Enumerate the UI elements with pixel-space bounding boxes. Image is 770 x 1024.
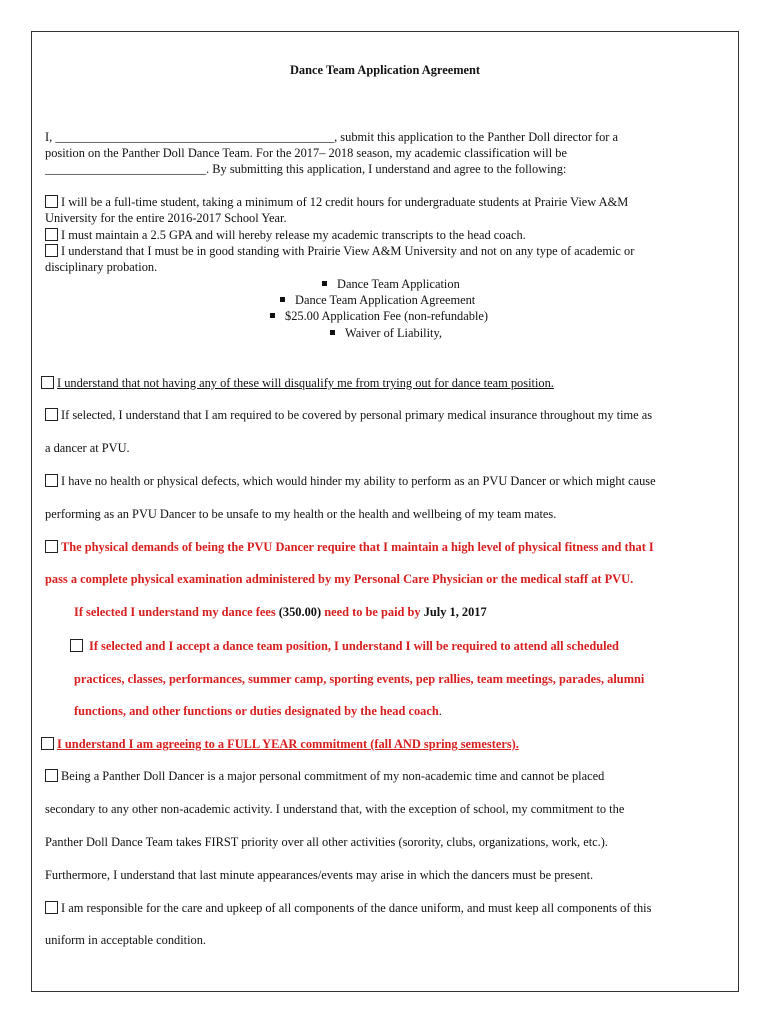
- gpa-text: I must maintain a 2.5 GPA and will hereby release my academic transcripts to the head coach.: [61, 228, 526, 242]
- gpa-checkbox[interactable]: [45, 228, 58, 241]
- uniform-text: I am responsible for the care and upkeep of all components of the dance uniform, and must keep all components of this: [61, 901, 652, 915]
- commitment-text: Being a Panther Doll Dancer is a major personal commitment of my non-academic time and cannot be placed: [61, 769, 605, 783]
- gpa-item: [45, 227, 526, 243]
- attend-text: If selected and I accept a dance team position, I understand I will be required to attend all scheduled: [89, 639, 619, 653]
- insurance-checkbox[interactable]: [45, 408, 58, 421]
- health-text-2: performing as an PVU Dancer to be unsafe to my health or the health and wellbeing of my team mates.: [45, 507, 557, 521]
- insurance-text-2: a dancer at PVU.: [45, 441, 130, 455]
- intro-line-2: position on the Panther Doll Dance Team. For the 2017– 2018 season, my academic classification will be: [45, 146, 567, 160]
- insurance-text: If selected, I understand that I am required to be covered by personal primary medical insurance throughout my time as: [61, 408, 653, 422]
- bullet-item: Dance Team Application Agreement: [280, 292, 475, 308]
- bullet-item: Waiver of Liability,: [330, 325, 442, 341]
- fees-line: [74, 604, 487, 620]
- bullet-item: Dance Team Application: [322, 276, 460, 292]
- commitment-text-2: secondary to any other non-academic activity. I understand that, with the exception of school, my commitment to the: [45, 802, 625, 816]
- document-title: Dance Team Application Agreement: [289, 63, 481, 77]
- intro-line-1: I, _____________________________________________, submit this application to the Panther Doll director for a: [45, 130, 619, 144]
- health-text: I have no health or physical defects, which would hinder my ability to perform as an PVU Dancer or which might cause: [61, 474, 656, 488]
- fulltime-text-2: University for the entire 2016-2017 School Year.: [45, 211, 287, 225]
- uniform-text-2: uniform in acceptable condition.: [45, 933, 207, 947]
- disqualify-item: [41, 375, 554, 391]
- bullet-icon: [330, 330, 335, 335]
- disqualify-text: I understand that not having any of these will disqualify me from trying out for dance team position.: [57, 376, 554, 390]
- disqualify-checkbox[interactable]: [41, 376, 54, 389]
- commitment-text-4: Furthermore, I understand that last minute appearances/events may arise in which the dancers must be present.: [45, 868, 594, 882]
- attend-checkbox[interactable]: [70, 639, 83, 652]
- physical-text: The physical demands of being the PVU Dancer require that I maintain a high level of physical fitness and that I: [61, 540, 654, 554]
- standing-checkbox[interactable]: [45, 244, 58, 257]
- fulltime-checkbox[interactable]: [45, 195, 58, 208]
- bullet-icon: [322, 281, 327, 286]
- commitment-checkbox[interactable]: [45, 769, 58, 782]
- fulltime-text: I will be a full-time student, taking a minimum of 12 credit hours for undergraduate students at Prairie View A&M: [61, 195, 629, 209]
- fees-pre: If selected I understand my dance fees: [74, 605, 279, 619]
- fees-date: July 1, 2017: [423, 605, 487, 619]
- standing-text-2: disciplinary probation.: [45, 260, 158, 274]
- physical-text-2: pass a complete physical examination administered by my Personal Care Physician or the medical staff at PVU.: [45, 572, 634, 586]
- bullet-icon: [270, 313, 275, 318]
- physical-checkbox[interactable]: [45, 540, 58, 553]
- commitment-item: [45, 768, 604, 784]
- bullet-icon: [280, 297, 285, 302]
- fulltime-item: [45, 194, 628, 210]
- fees-amount: (350.00): [278, 605, 322, 619]
- fullyear-checkbox[interactable]: [41, 737, 54, 750]
- commitment-text-3: Panther Doll Dance Team takes FIRST priority over all other activities (sorority, clubs, organizations, work, etc.).: [45, 835, 608, 849]
- physical-item: [45, 539, 654, 555]
- fullyear-text: I understand I am agreeing to a FULL YEAR commitment (fall AND spring semesters).: [57, 737, 519, 751]
- uniform-item: [45, 900, 651, 916]
- fullyear-item: [41, 736, 519, 752]
- attend-text-2: practices, classes, performances, summer camp, sporting events, pep rallies, team meetings, parades, alumni: [74, 672, 645, 686]
- attend-item: [70, 638, 619, 654]
- standing-text: I understand that I must be in good standing with Prairie View A&M University and not on any type of academic or: [61, 244, 635, 258]
- health-checkbox[interactable]: [45, 474, 58, 487]
- uniform-checkbox[interactable]: [45, 901, 58, 914]
- insurance-item: [45, 407, 652, 423]
- standing-item: [45, 243, 634, 259]
- health-item: [45, 473, 656, 489]
- fees-mid: need to be paid by: [321, 605, 424, 619]
- attend-text-3: functions, and other functions or duties designated by the head coach.: [74, 704, 442, 718]
- bullet-item: $25.00 Application Fee (non-refundable): [270, 308, 488, 324]
- intro-line-3: __________________________. By submitting this application, I understand and agree to the following:: [45, 162, 567, 176]
